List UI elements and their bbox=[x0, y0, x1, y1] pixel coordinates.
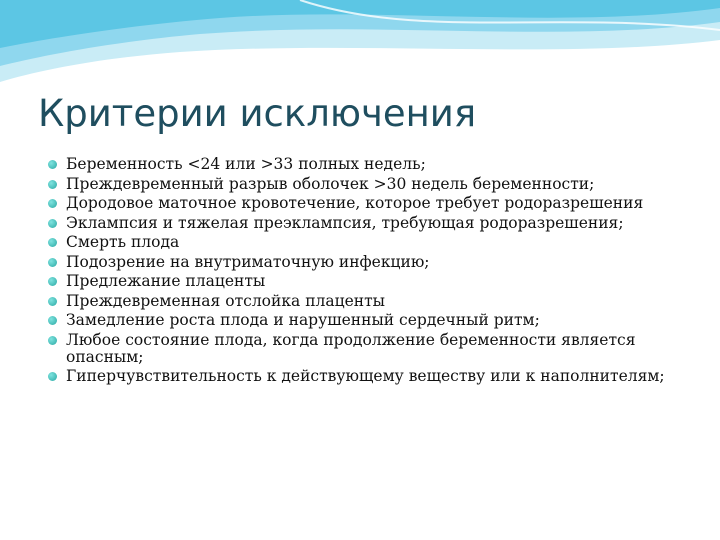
list-item bbox=[48, 234, 668, 251]
list-item-text: Беременность <24 или >33 полных недель; bbox=[66, 155, 426, 173]
list-item bbox=[48, 273, 668, 290]
list-item bbox=[48, 312, 668, 329]
bullet-icon bbox=[48, 316, 57, 325]
list-item bbox=[48, 176, 668, 193]
list-item-text: Смерть плода bbox=[66, 233, 180, 251]
list-item-text: Гиперчувствительность к действующему веществу или к наполнителям; bbox=[66, 367, 665, 385]
bullet-icon bbox=[48, 199, 57, 208]
list-item bbox=[48, 195, 668, 212]
list-item bbox=[48, 368, 668, 385]
list-item-text: Дородовое маточное кровотечение, которое требует родоразрешения bbox=[66, 194, 644, 212]
bullet-icon bbox=[48, 219, 57, 228]
list-item-text: Преждевременный разрыв оболочек >30 недель беременности; bbox=[66, 174, 595, 193]
criteria-list bbox=[48, 156, 668, 388]
list-item-text: Замедление роста плода и нарушенный сердечный ритм; bbox=[66, 311, 540, 329]
bullet-icon bbox=[48, 336, 57, 345]
list-item-text: Эклампсия и тяжелая преэклампсия, требующая родоразрешения; bbox=[66, 213, 624, 232]
list-item-text: Любое состояние плода, когда продолжение беременности является опасным; bbox=[66, 330, 636, 366]
bullet-icon bbox=[48, 258, 57, 267]
bullet-icon bbox=[48, 180, 57, 189]
list-item bbox=[48, 293, 668, 310]
bullet-icon bbox=[48, 372, 57, 381]
header-wave-decoration bbox=[0, 0, 720, 90]
slide-title: Критерии исключения bbox=[38, 92, 477, 135]
bullet-icon bbox=[48, 238, 57, 247]
bullet-icon bbox=[48, 277, 57, 286]
list-item-text: Предлежание плаценты bbox=[66, 272, 266, 290]
bullet-icon bbox=[48, 297, 57, 306]
list-item bbox=[48, 254, 668, 271]
list-item-text: Преждевременная отслойка плаценты bbox=[66, 291, 385, 310]
list-item bbox=[48, 156, 668, 173]
list-item-text: Подозрение на внутриматочную инфекцию; bbox=[66, 252, 430, 271]
bullet-icon bbox=[48, 160, 57, 169]
list-item bbox=[48, 215, 668, 232]
list-item bbox=[48, 332, 668, 366]
